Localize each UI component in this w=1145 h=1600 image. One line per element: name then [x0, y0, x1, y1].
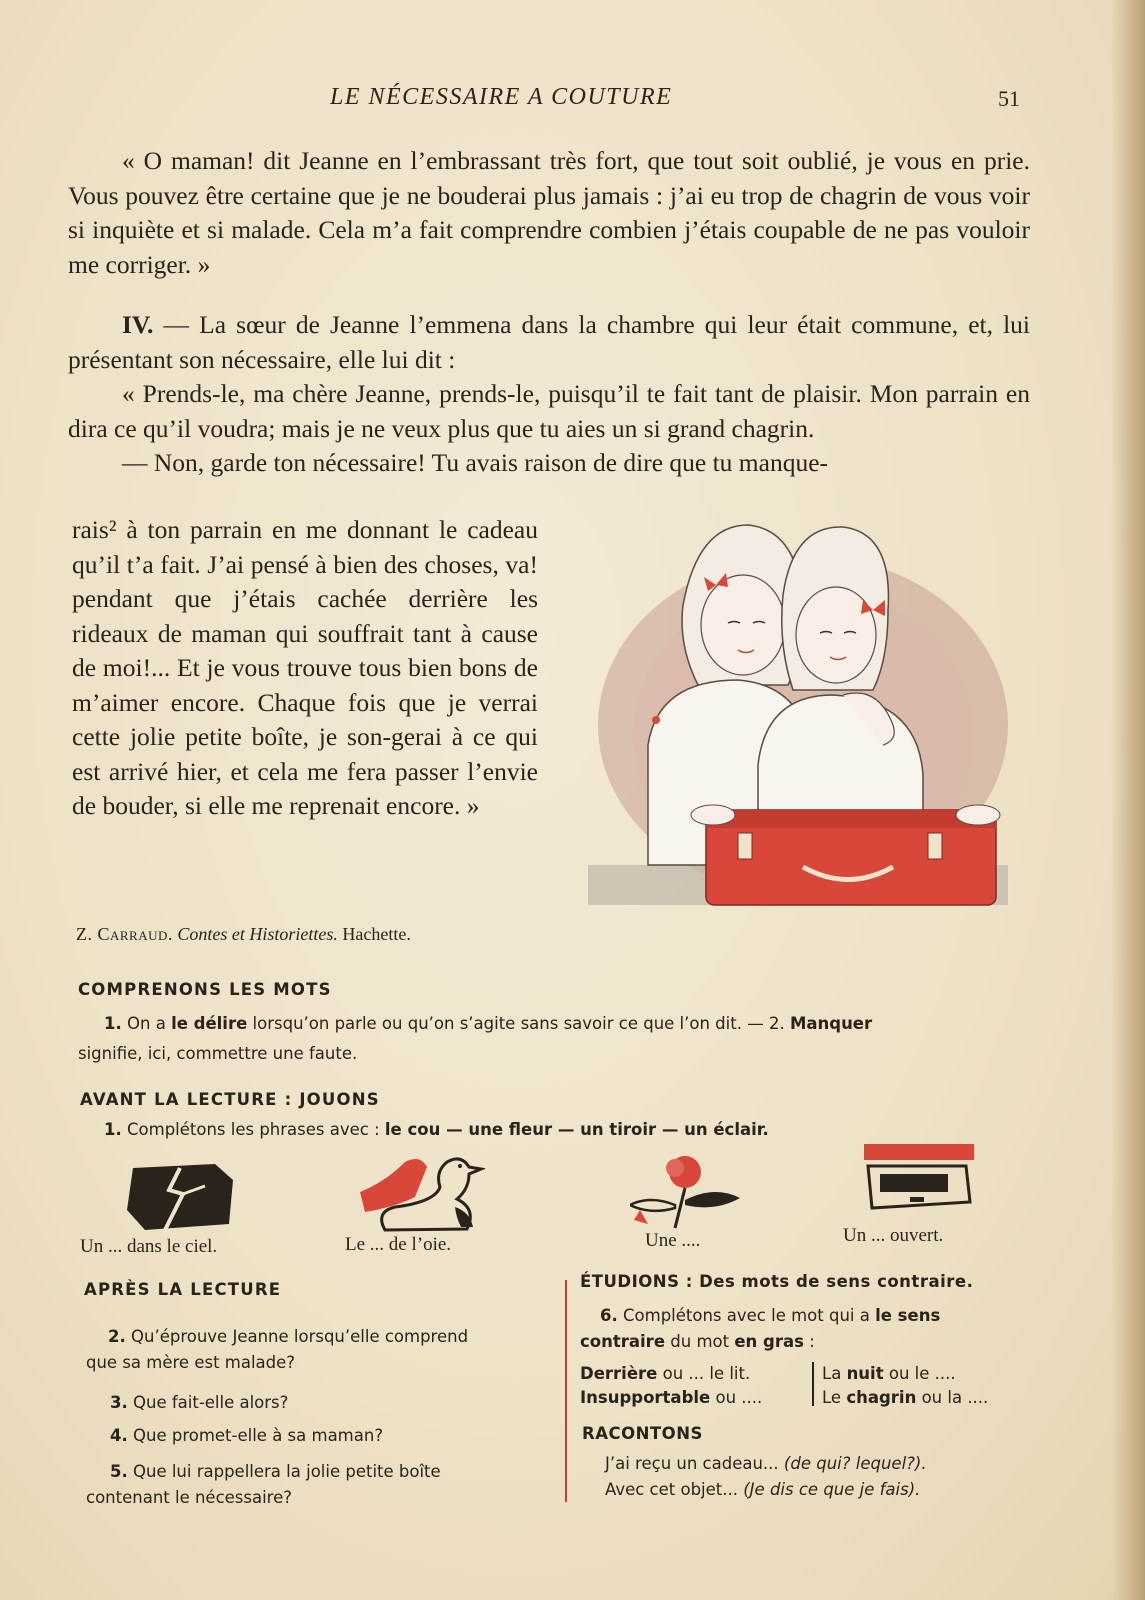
comprenons-line-2: signifie, ici, commettre une faute. — [78, 1044, 358, 1063]
avant-intro: 1. Complétons les phrases avec : le cou — une fleur — un tiroir — un éclair. — [104, 1120, 769, 1139]
paragraph-2: IV. — La sœur de Jeanne l’emmena dans la chambre qui leur était commune, et, lui présentant son nécessaire, elle lui dit : « Prends-le, ma chère Jeanne, prends-le, puisqu’il te fait tant de plaisir. Mon parrain en dira ce qu’il voudra; mais je ne veux plus que tu aies un si grand chagrin. — Non, garde ton nécessaire! Tu avais raison de dire que tu manque- — [68, 308, 1030, 481]
chapter-title: LE NÉCESSAIRE A COUTURE — [330, 84, 673, 110]
source-author: Z. Carraud. — [76, 924, 173, 944]
girls-sewing-box-illustration — [588, 515, 1028, 915]
opposite-row-2-left: Insupportable ou .... — [580, 1388, 763, 1407]
running-header — [0, 84, 1145, 114]
page-number: 51 — [998, 86, 1020, 111]
question-5: 5. Que lui rappellera la jolie petite boîte — [110, 1462, 441, 1481]
racontons-line-1: J’ai reçu un cadeau... (de qui? lequel?). — [605, 1454, 927, 1473]
question-6-continued: contraire du mot en gras : — [580, 1332, 815, 1351]
question-4: 4. Que promet-elle à sa maman? — [110, 1426, 384, 1445]
opposites-divider — [812, 1362, 814, 1406]
comprenons-line-1: 1. On a le délire lorsqu’on parle ou qu’on s’agite sans savoir ce que l’on dit. — 2. Manquer — [104, 1014, 873, 1033]
question-6: 6. Complétons avec le mot qui a le sens — [600, 1306, 941, 1325]
opposite-row-1-left: Derrière ou ... le lit. — [580, 1364, 751, 1383]
goose-neck-icon — [355, 1152, 485, 1232]
apres-heading: APRÈS LA LECTURE — [84, 1280, 282, 1299]
source-book: Contes et Historiettes. — [177, 924, 338, 944]
paragraph-3: « Prends-le, ma chère Jeanne, prends-le, puisqu’il te fait tant de plaisir. Mon parrain en dira ce qu’il voudra; mais je ne veux plus que tu aies un si grand chagrin. — [68, 379, 1030, 443]
caption-tiroir: Un ... ouvert. — [843, 1225, 944, 1246]
paragraph-1: « O maman! dit Jeanne en l’embrassant très fort, que tout soit oublié, je vous en prie. Vous pouvez être certaine que je ne bouderai plus jamais : j’ai eu trop de chagrin de vous voir si inquiète et si malade. Cela m’a fait comprendre combien j’étais coupable de ne pas vouloir me corriger. » — [68, 146, 1030, 279]
page-edge-shadow — [1111, 0, 1145, 1600]
paragraph-4-start: — Non, garde ton nécessaire! Tu avais raison de dire que tu manque- — [122, 448, 829, 477]
caption-cou: Le ... de l’oie. — [345, 1234, 452, 1255]
drawer-icon — [858, 1142, 976, 1218]
lightning-cloud-icon — [125, 1160, 237, 1234]
flower-icon — [630, 1150, 755, 1230]
etudions-heading: ÉTUDIONS : Des mots de sens contraire. — [580, 1272, 974, 1291]
racontons-line-2: Avec cet objet... (Je dis ce que je fais). — [605, 1480, 921, 1499]
avant-heading: AVANT LA LECTURE : JOUONS — [80, 1090, 380, 1109]
question-2: 2. Qu’éprouve Jeanne lorsqu’elle comprend — [108, 1327, 469, 1346]
paragraph-4-continued: rais² à ton parrain en me donnant le cadeau qu’il t’a fait. J’ai pensé à bien des choses, va! pendant que j’étais cachée derrière les rideaux de maman qui souffrait tant à cause de moi!... Et je vous trouve tous bien bons de m’aimer encore. Chaque fois que je verrai cette jolie petite boîte, je son-gerai à ce qui est arrivé hier, et cela me fera passer l’envie de bouder, si elle me reprenait encore. » — [72, 515, 538, 820]
section-number: IV. — [122, 310, 154, 339]
caption-fleur: Une .... — [645, 1230, 701, 1251]
column-divider — [565, 1280, 567, 1502]
source-publisher: Hachette. — [342, 924, 411, 944]
opposite-row-2-right: Le chagrin ou la .... — [822, 1388, 989, 1407]
question-5-continued: contenant le nécessaire? — [86, 1488, 293, 1507]
comprenons-heading: COMPRENONS LES MOTS — [78, 980, 332, 999]
racontons-heading: RACONTONS — [582, 1424, 703, 1443]
question-3: 3. Que fait-elle alors? — [110, 1393, 289, 1412]
caption-eclair: Un ... dans le ciel. — [80, 1236, 218, 1257]
question-2-continued: que sa mère est malade? — [86, 1353, 296, 1372]
opposite-row-1-right: La nuit ou le .... — [822, 1364, 956, 1383]
source-citation — [76, 924, 411, 945]
